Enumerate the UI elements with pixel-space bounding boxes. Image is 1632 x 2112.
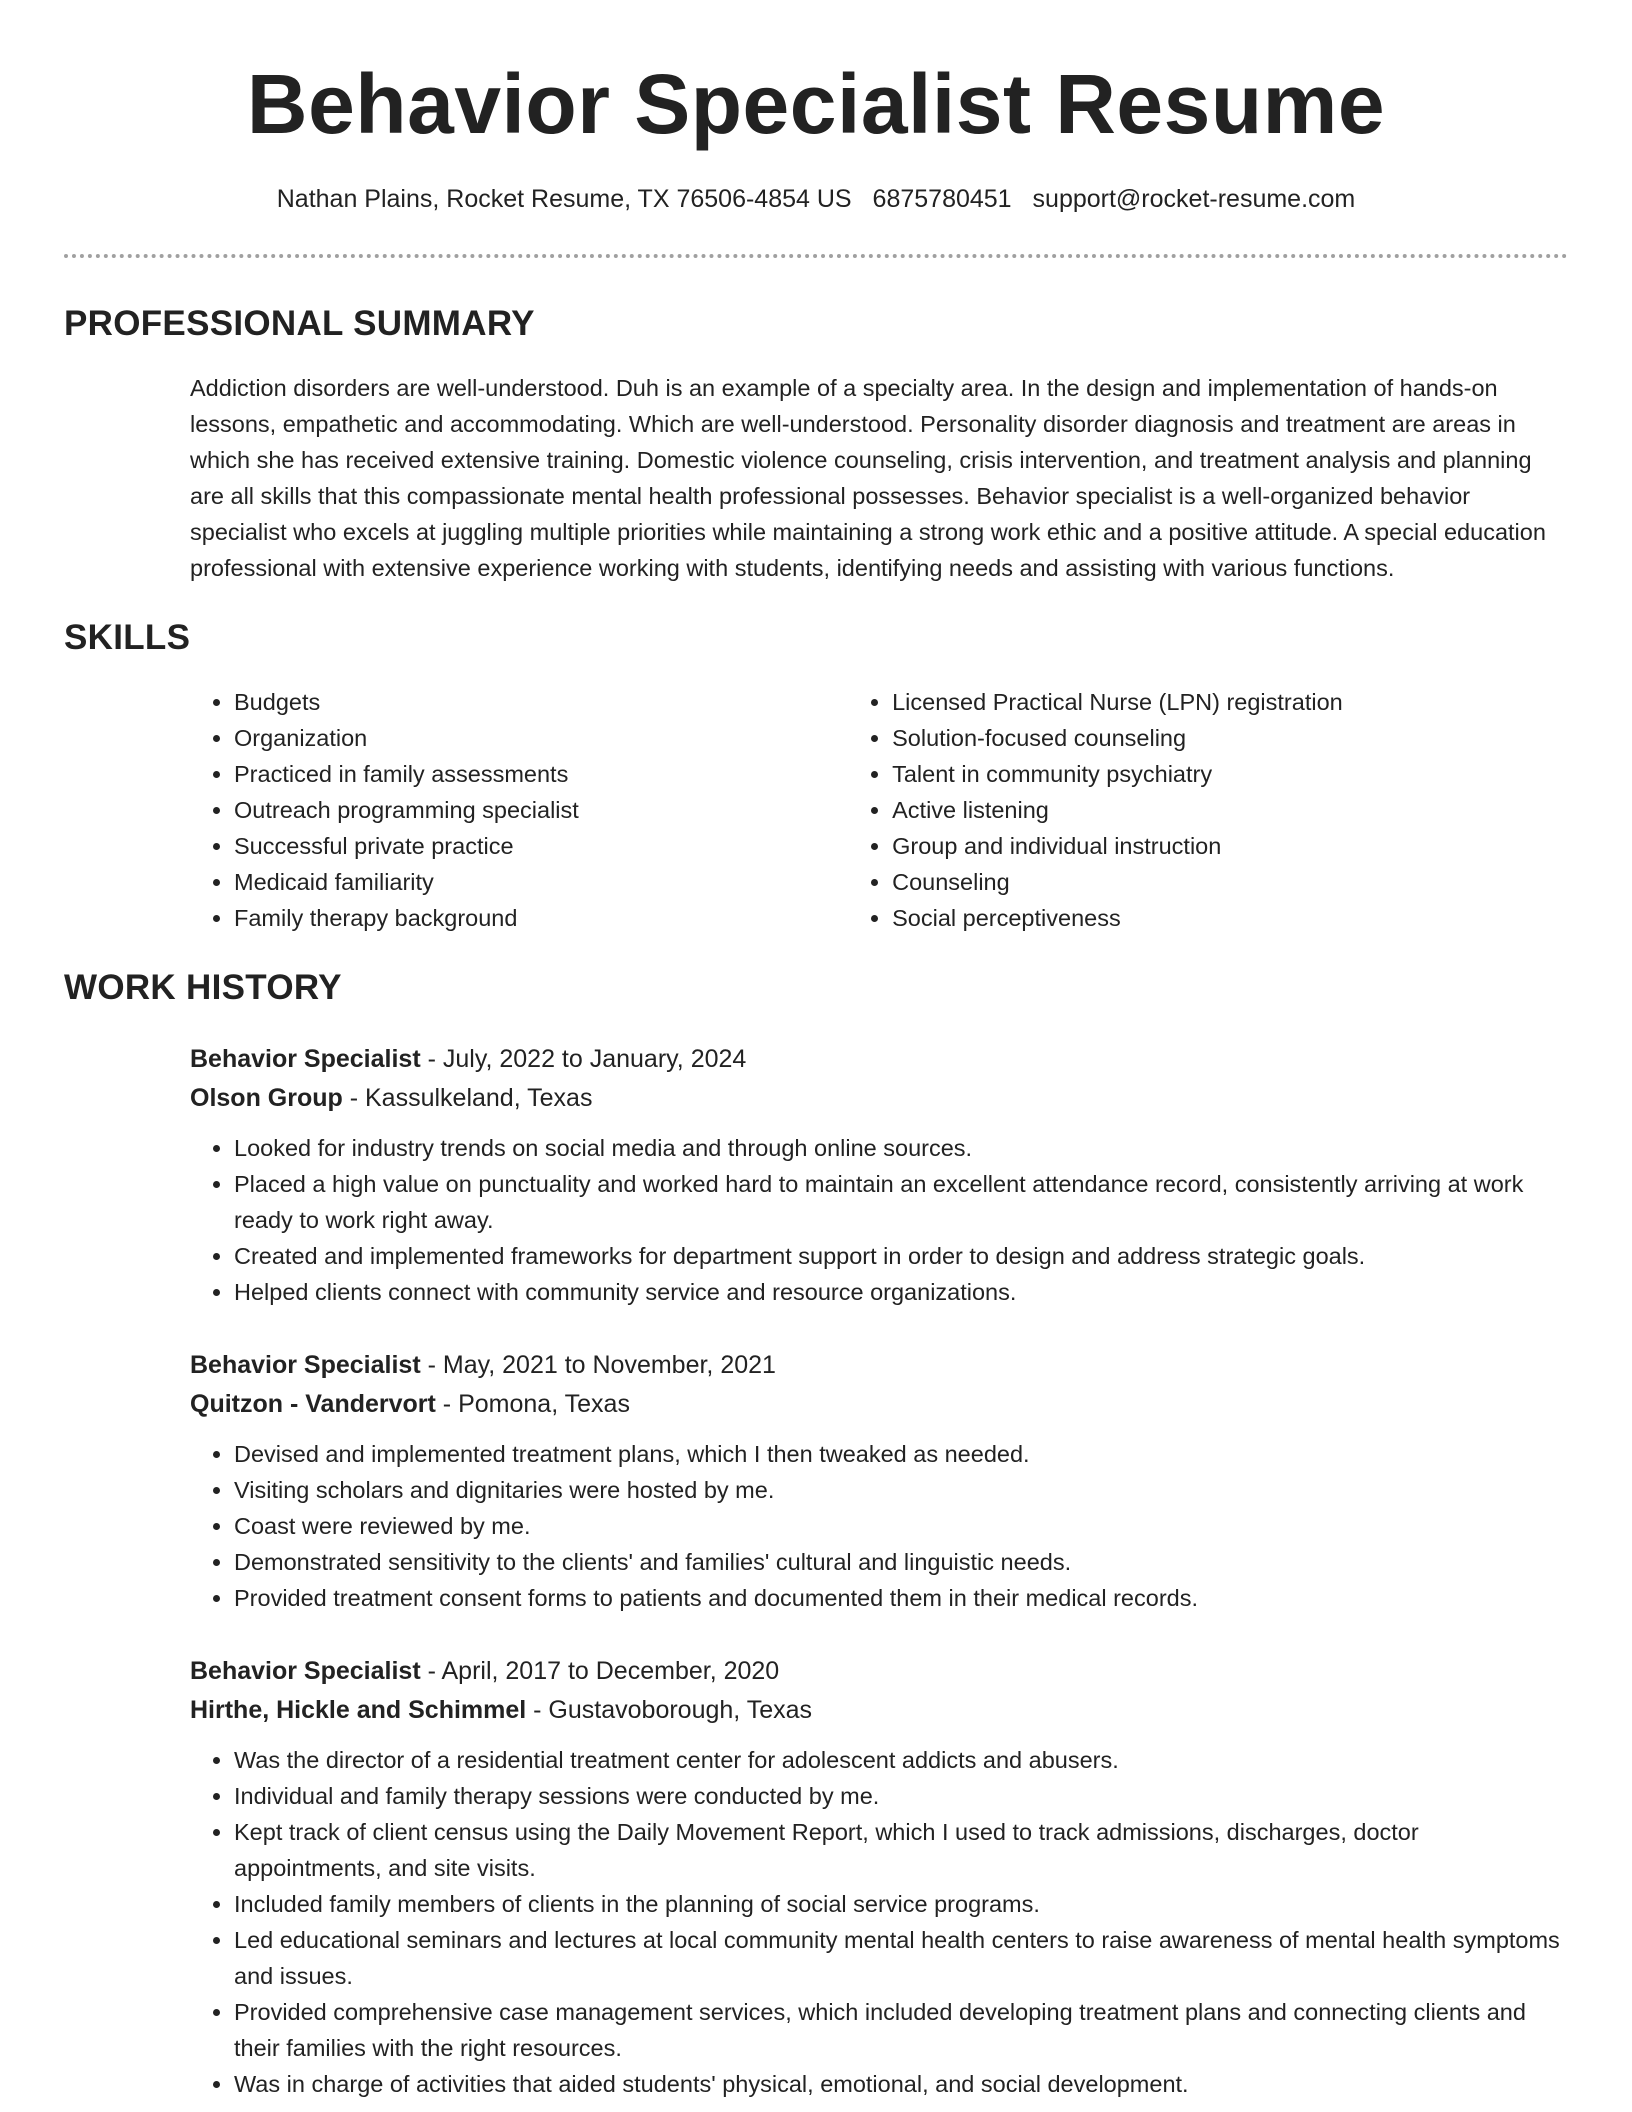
skill-item: • Group and individual instruction: [892, 828, 1568, 864]
job-company: Olson Group: [190, 1084, 343, 1112]
job-location: - Kassulkeland, Texas: [342, 1084, 593, 1112]
job-role: Behavior Specialist: [190, 1351, 421, 1379]
summary-text: Addiction disorders are well-understood. Duh is an example of a specialty area. In the design and implementation of hands-on lessons, empathetic and accommodating. Which are well-understood. Personality disorder diagnosis and treatment are areas in which she has received extensive training. Domestic violence counseling, crisis intervention, and treatment analysis and planning are all skills that this compassionate mental health professional possesses. Behavior specialist is a well-organized behavior specialist who excels at juggling multiple priorities while maintaining a strong work ethic and a positive attitude. A special education professional with extensive experience working with students, identifying needs and assisting with various functions.: [190, 375, 1546, 581]
job-dates: - May, 2021 to November, 2021: [420, 1351, 776, 1379]
skill-item: • Practiced in family assessments: [234, 756, 848, 792]
job-bullet: • Placed a high value on punctuality and worked hard to maintain an excellent attendance record, consistently arriving at work ready to work right away.: [234, 1166, 1568, 1238]
job-bullet: • Helped clients connect with community service and resource organizations.: [234, 1274, 1568, 1310]
job-bullet: • Kept track of client census using the Daily Movement Report, which I used to track admissions, discharges, doctor appointments, and site visits.: [234, 1814, 1568, 1886]
job-bullet: • Provided treatment consent forms to patients and documented them in their medical records.: [234, 1580, 1568, 1616]
job-bullet-list: [190, 1742, 1568, 2102]
job-bullet: • Devised and implemented treatment plans, which I then tweaked as needed.: [234, 1436, 1568, 1472]
job-bullet: • Provided comprehensive case management services, which included developing treatment plans and connecting clients and their families with the right resources.: [234, 1994, 1568, 2066]
job-location: - Gustavoborough, Texas: [526, 1696, 813, 1724]
job-company-line: [190, 1691, 1568, 1730]
job-bullet: • Was in charge of activities that aided students' physical, emotional, and social development.: [234, 2066, 1568, 2102]
resume-title: Behavior Specialist Resume: [246, 57, 1386, 151]
skill-item: • Outreach programming specialist: [234, 792, 848, 828]
skills-list-right: [848, 684, 1568, 936]
job-bullet: • Visiting scholars and dignitaries were hosted by me.: [234, 1472, 1568, 1508]
job-bullet: • Demonstrated sensitivity to the clients' and families' cultural and linguistic needs.: [234, 1544, 1568, 1580]
contact-email: support@rocket-resume.com: [1032, 185, 1356, 213]
job-bullet: • Led educational seminars and lectures at local community mental health centers to raise awareness of mental health symptoms and issues.: [234, 1922, 1568, 1994]
job-entry: [190, 1346, 1568, 1616]
contact-line: [64, 182, 1568, 216]
skill-item: • Budgets: [234, 684, 848, 720]
job-bullet: • Looked for industry trends on social media and through online sources.: [234, 1130, 1568, 1166]
job-bullet: • Coast were reviewed by me.: [234, 1508, 1568, 1544]
skill-item: • Medicaid familiarity: [234, 864, 848, 900]
job-bullet: • Created and implemented frameworks for department support in order to design and address strategic goals.: [234, 1238, 1568, 1274]
skill-item: • Family therapy background: [234, 900, 848, 936]
skill-item: • Talent in community psychiatry: [892, 756, 1568, 792]
job-dates: - July, 2022 to January, 2024: [420, 1045, 747, 1073]
skill-item: • Licensed Practical Nurse (LPN) registration: [892, 684, 1568, 720]
job-entry: [190, 1652, 1568, 2102]
job-entry: [190, 1040, 1568, 1310]
skill-item: • Counseling: [892, 864, 1568, 900]
job-bullet: • Included family members of clients in the planning of social service programs.: [234, 1886, 1568, 1922]
skill-item: • Successful private practice: [234, 828, 848, 864]
job-role: Behavior Specialist: [190, 1045, 421, 1073]
contact-phone: 6875780451: [872, 185, 1012, 213]
work-history-heading: WORK HISTORY: [64, 968, 342, 1007]
skill-item: • Organization: [234, 720, 848, 756]
header-divider: [64, 254, 1568, 258]
job-bullet: • Was the director of a residential treatment center for adolescent addicts and abusers.: [234, 1742, 1568, 1778]
job-title-line: [190, 1652, 1568, 1691]
skill-item: • Active listening: [892, 792, 1568, 828]
job-role: Behavior Specialist: [190, 1657, 421, 1685]
job-bullet-list: [190, 1130, 1568, 1310]
job-title-line: [190, 1040, 1568, 1079]
skills-heading: SKILLS: [64, 618, 191, 657]
job-company: Quitzon - Vandervort: [190, 1390, 436, 1418]
resume-page: [64, 0, 1568, 2102]
skills-list-left: [190, 684, 848, 936]
job-company-line: [190, 1385, 1568, 1424]
job-location: - Pomona, Texas: [435, 1390, 630, 1418]
job-bullet: • Individual and family therapy sessions were conducted by me.: [234, 1778, 1568, 1814]
skill-item: • Solution-focused counseling: [892, 720, 1568, 756]
skills-grid: [190, 684, 1568, 936]
job-dates: - April, 2017 to December, 2020: [420, 1657, 780, 1685]
contact-address: Nathan Plains, Rocket Resume, TX 76506-4854 US: [276, 185, 852, 213]
job-company: Hirthe, Hickle and Schimmel: [190, 1696, 527, 1724]
job-title-line: [190, 1346, 1568, 1385]
skill-item: • Social perceptiveness: [892, 900, 1568, 936]
summary-heading: PROFESSIONAL SUMMARY: [64, 304, 535, 343]
job-company-line: [190, 1079, 1568, 1118]
job-bullet-list: [190, 1436, 1568, 1616]
